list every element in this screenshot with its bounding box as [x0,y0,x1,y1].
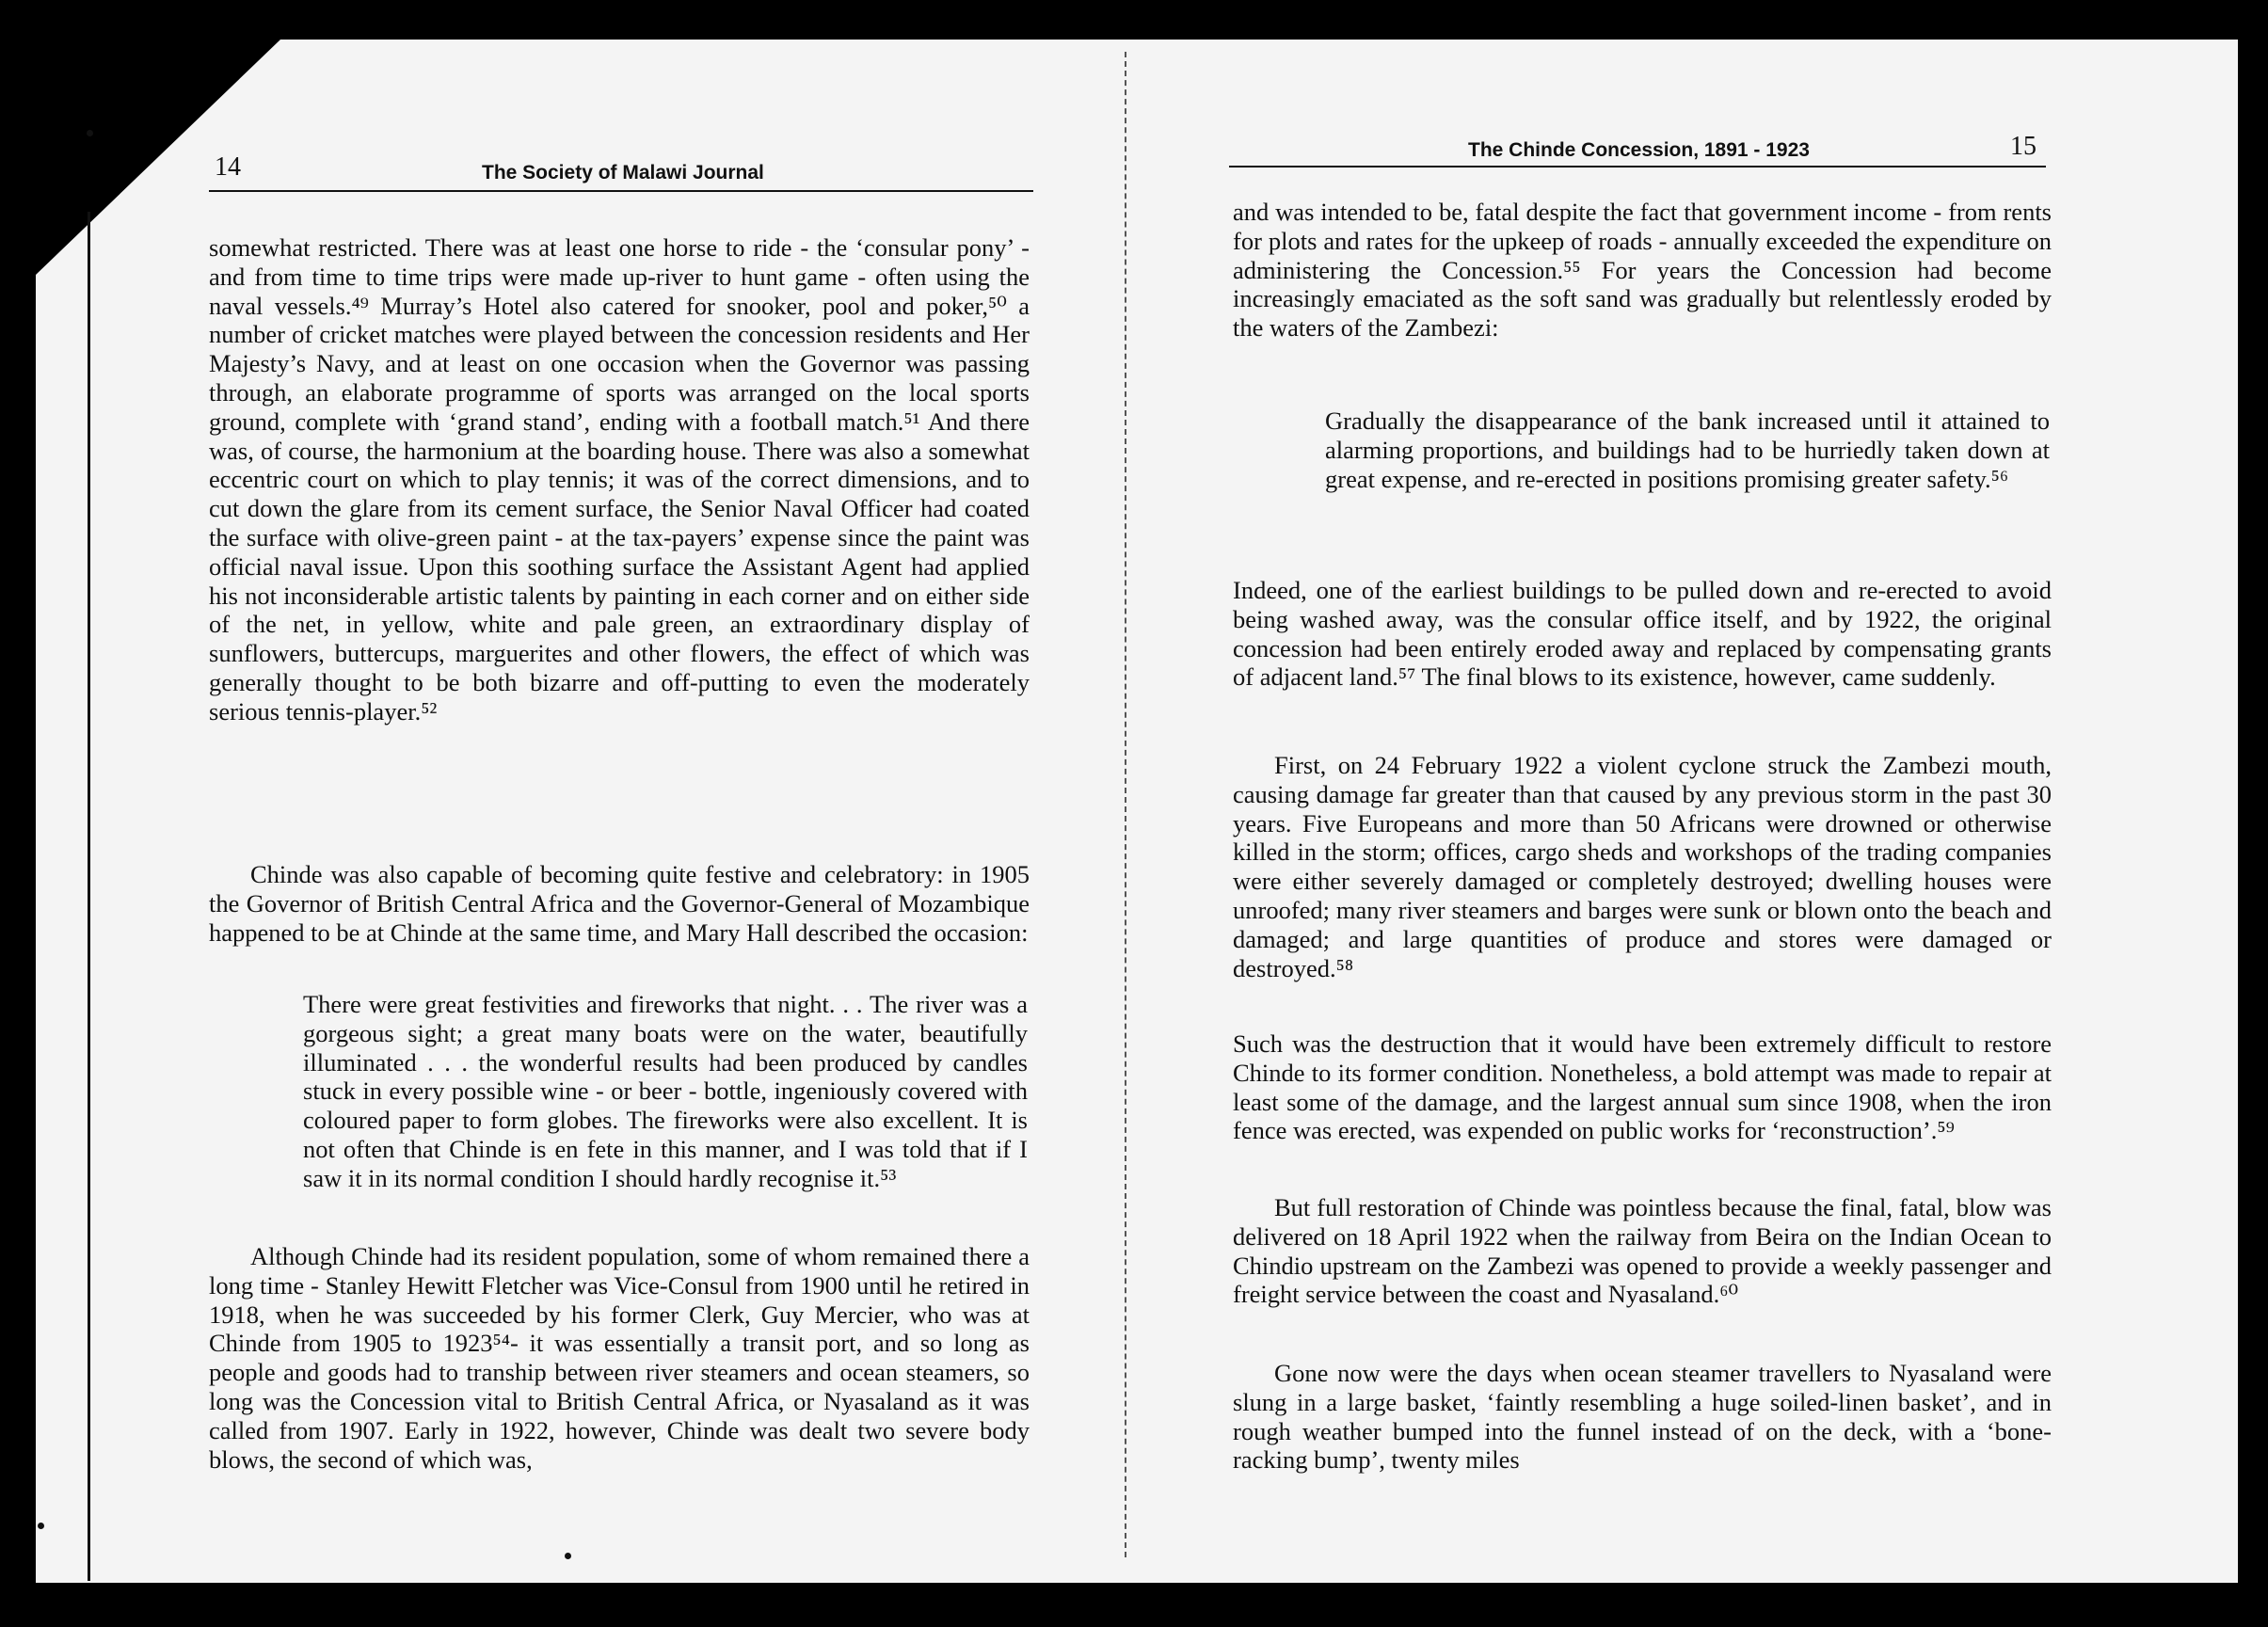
right-paragraph-3: First, on 24 February 1922 a violent cyclone struck the Zambezi mouth, causing damage far greater than that caused by any previous storm in the past 30 years. Five Europeans and more than 50 Africans were drowned or otherwise killed in the storm; offices, cargo sheds and workshops of the trading companies were either severely damaged or completely destroyed; dwelling houses were unroofed; many river steamers and barges were sunk or blown onto the beach and damaged; and large quantities of produce and stores were damaged or destroyed.⁵⁸ [1233,751,2052,982]
page-spine-divider [1125,52,1126,1557]
right-paragraph-2: Indeed, one of the earliest buildings to be pulled down and re-erected to avoid being washed away, was the consular office itself, and by 1922, the original concession had been entirely eroded away and replaced by compensating grants of adjacent land.⁵⁷ The final blows to its existence, however, came suddenly. [1233,576,2052,692]
scan-speck [565,1553,571,1559]
right-paragraph-6: Gone now were the days when ocean steamer travellers to Nyasaland were slung in a large basket, ‘faintly resembling a huge soiled-linen basket’, and in rough weather bumped into the funnel instead of on the deck, with a ‘bone-racking bump’, twenty miles [1233,1359,2052,1475]
left-running-head: The Society of Malawi Journal [482,162,764,183]
scan-speck [87,130,93,136]
left-block-quote: There were great festivities and fireworks that night. . . The river was a gorgeous sight; a great many boats were on the water, beautifully illuminated . . . the wonderful results had been produced by candles stuck in every possible wine - or beer - bottle, ingeniously covered with coloured paper to form globes. The fireworks were also excellent. It is not often that Chinde is en fete in this manner, and I was told that if I saw it in its normal condition I should hardly recognise it.⁵³ [303,990,1028,1192]
right-running-head: The Chinde Concession, 1891 - 1923 [1468,139,1810,161]
left-paragraph-1: somewhat restricted. There was at least one horse to ride - the ‘consular pony’ - and from time to time trips were made up-river to hunt game - often using the naval vessels.⁴⁹ Murray’s Hotel also catered for snooker, pool and poker,⁵⁰ a number of cricket matches were played between the concession residents and Her Majesty’s Navy, and at least on one occasion when the Governor was passing through, an elaborate programme of sports was arranged on the local sports ground, complete with ‘grand stand’, ending with a football match.⁵¹ And there was, of course, the harmonium at the boarding house. There was also a somewhat eccentric court on which to play tennis; it was of the correct dimensions, and to cut down the glare from its cement surface, the Senior Naval Officer had coated the surface with olive-green paint - at the tax-payers’ expense since the paint was official naval issue. Upon this soothing surface the Assistant Agent had applied his not inconsiderable artistic talents by painting in each corner and on either side of the net, in yellow, white and pale green, an extraordinary display of sunflowers, buttercups, marguerites and other flowers, the effect of which was generally thought to be both bizarre and off-putting to even the moderately serious tennis-player.⁵² [209,233,1030,726]
left-header-rule [209,190,1033,192]
scan-speck [38,1523,44,1529]
left-page-number: 14 [215,152,241,182]
left-paragraph-3: Although Chinde had its resident population, some of whom remained there a long time - Stanley Hewitt Fletcher was Vice-Consul from 1900 until he retired in 1918, when he was succeeded by his former Clerk, Guy Mercier, who was at Chinde from 1905 to 1923⁵⁴- it was essentially a transit port, and so long as people and goods had to tranship between river steamers and ocean steamers, so long was the Concession vital to British Central Africa, or Nyasaland as it was called from 1907. Early in 1922, however, Chinde was dealt two severe body blows, the second of which was, [209,1242,1030,1474]
left-margin-bar [88,212,90,1581]
right-paragraph-5: But full restoration of Chinde was pointless because the final, fatal, blow was delivered on 18 April 1922 when the railway from Beira on the Indian Ocean to Chindio upstream on the Zambezi was opened to provide a weekly passenger and freight service between the coast and Nyasaland.⁶⁰ [1233,1193,2052,1309]
right-page-number: 15 [2010,132,2036,161]
right-paragraph-4: Such was the destruction that it would have been extremely difficult to restore Chinde to its former condition. Nonetheless, a bold attempt was made to repair at least some of the damage, and the largest annual sum since 1908, when the iron fence was erected, was expended on public works for ‘reconstruction’.⁵⁹ [1233,1029,2052,1145]
right-header-rule [1229,166,2046,167]
right-paragraph-1: and was intended to be, fatal despite the fact that government income - from rents for plots and rates for the upkeep of roads - annually exceeded the expenditure on administering the Concession.⁵⁵ For years the Concession had become increasingly emaciated as the soft sand was gradually but relentlessly eroded by the waters of the Zambezi: [1233,198,2052,343]
left-paragraph-2: Chinde was also capable of becoming quite festive and celebratory: in 1905 the Governor of British Central Africa and the Governor-General of Mozambique happened to be at Chinde at the same time, and Mary Hall described the occasion: [209,860,1030,947]
right-block-quote: Gradually the disappearance of the bank increased until it attained to alarming proportions, and buildings had to be hurriedly taken down at great expense, and re-erected in positions promising greater safety.⁵⁶ [1325,407,2050,493]
